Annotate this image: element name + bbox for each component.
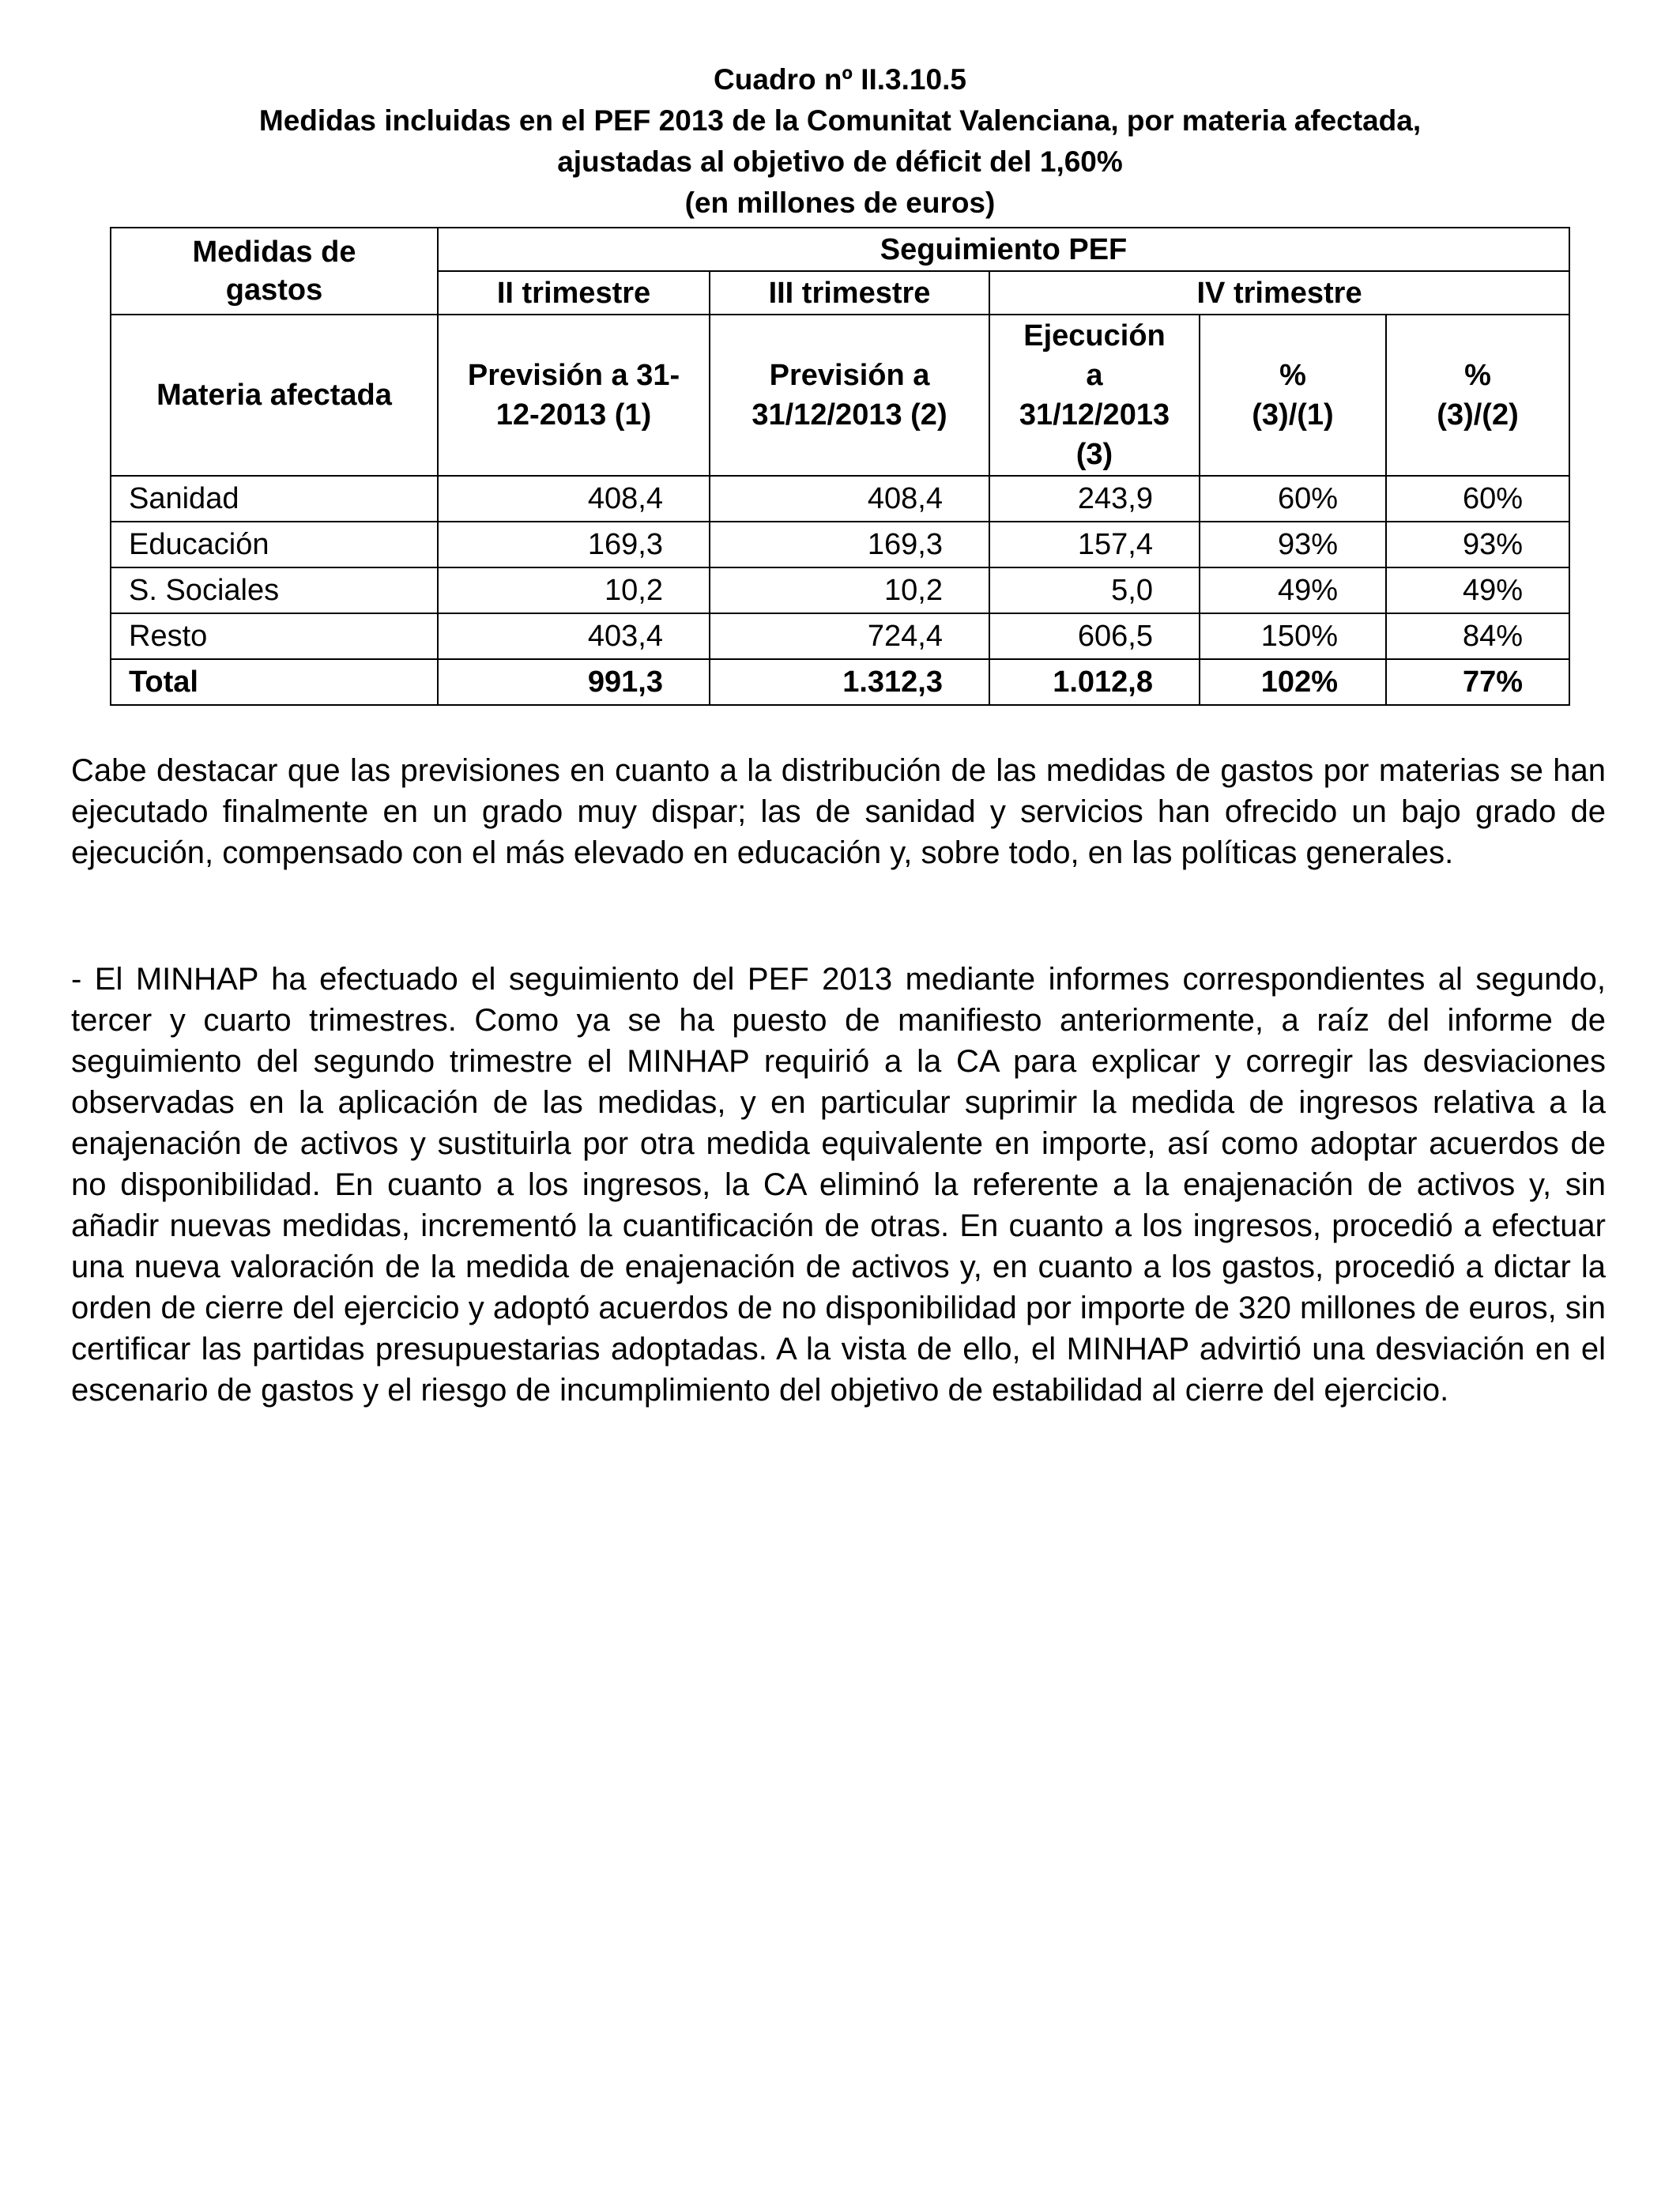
cell-prevision-2: 724,4	[710, 613, 989, 659]
header-prevision-1	[438, 315, 710, 476]
header-prevision-2-line2: 31/12/2013 (2)	[751, 398, 947, 432]
cell-prevision-1: 403,4	[438, 613, 710, 659]
cell-prevision-1: 169,3	[438, 522, 710, 567]
header-ejecucion-line1: Ejecución	[1023, 319, 1166, 352]
cell-pct-3-2: 84%	[1386, 613, 1569, 659]
table-row	[111, 522, 1569, 567]
table-caption-title: Cuadro nº II.3.10.5	[714, 63, 966, 96]
cell-ejecucion: 243,9	[989, 476, 1200, 522]
row-label: Sanidad	[111, 476, 438, 522]
table-caption-units: (en millones de euros)	[684, 187, 996, 219]
table-row	[111, 567, 1569, 613]
header-medidas-line1: Medidas de	[192, 236, 356, 269]
header-prevision-1-line1: Previsión a 31-	[467, 359, 680, 392]
table-caption-subtitle-2: ajustadas al objetivo de déficit del 1,60%	[557, 145, 1123, 178]
cell-prevision-2: 10,2	[710, 567, 989, 613]
header-ejecucion	[989, 315, 1200, 476]
cell-prevision-2: 169,3	[710, 522, 989, 567]
header-medidas-line2: gastos	[225, 273, 323, 307]
measures-table	[110, 227, 1570, 706]
header-pct-3-2	[1386, 315, 1569, 476]
header-ejecucion-line4: (3)	[1075, 438, 1113, 471]
table-row	[111, 476, 1569, 522]
header-pct-3-2-line1: %	[1464, 359, 1491, 392]
body-paragraph-2: - El MINHAP ha efectuado el seguimiento del PEF 2013 mediante informes correspondientes al segundo, tercer y cuarto trimestres. Como ya se ha puesto de manifiesto anteriormente, a raíz del informe de seguimiento del segundo trimestre el MINHAP requirió a la CA para explicar y corregir las desviaciones observadas en la aplicación de las medidas, y en particular suprimir la medida de ingresos relativa a la enajenación de activos y sustituirla por otra medida equivalente en importe, así como adoptar acuerdos de no disponibilidad. En cuanto a los ingresos, la CA eliminó la referente a la enajenación de activos y, sin añadir nuevas medidas, incrementó la cuantificación de otras. En cuanto a los ingresos, procedió a efectuar una nueva valoración de la medida de enajenación de activos y, en cuanto a los gastos, procedió a dictar la orden de cierre del ejercicio y adoptó acuerdos de no disponibilidad por importe de 320 millones de euros, sin certificar las partidas presupuestarias adoptadas. A la vista de ello, el MINHAP advirtió una desviación en el escenario de gastos y el riesgo de incumplimiento del objetivo de estabilidad al cierre del ejercicio.	[71, 962, 1606, 1408]
header-pct-3-2-line2: (3)/(2)	[1437, 398, 1519, 432]
header-pct-3-1	[1200, 315, 1386, 476]
row-label: Educación	[111, 522, 438, 567]
cell-pct-3-2: 60%	[1386, 476, 1569, 522]
total-pct-3-1: 102%	[1200, 659, 1386, 705]
total-prevision-1: 991,3	[438, 659, 710, 705]
header-q4: IV trimestre	[989, 271, 1569, 315]
header-pct-3-1-line1: %	[1279, 359, 1306, 392]
total-label: Total	[111, 659, 438, 705]
table-caption-subtitle: Medidas incluidas en el PEF 2013 de la Comunitat Valenciana, por materia afectada,	[258, 104, 1422, 137]
total-prevision-2: 1.312,3	[710, 659, 989, 705]
header-seguimiento-pef: Seguimiento PEF	[438, 228, 1569, 271]
cell-prevision-2: 408,4	[710, 476, 989, 522]
cell-pct-3-1: 93%	[1200, 522, 1386, 567]
header-medidas-gastos	[111, 228, 438, 315]
header-prevision-1-line2: 12-2013 (1)	[495, 398, 652, 432]
header-q2: II trimestre	[438, 271, 710, 315]
cell-pct-3-1: 49%	[1200, 567, 1386, 613]
cell-pct-3-1: 150%	[1200, 613, 1386, 659]
cell-pct-3-2: 49%	[1386, 567, 1569, 613]
row-label: S. Sociales	[111, 567, 438, 613]
cell-pct-3-2: 93%	[1386, 522, 1569, 567]
total-ejecucion: 1.012,8	[989, 659, 1200, 705]
header-ejecucion-line3: 31/12/2013	[1019, 398, 1170, 432]
cell-prevision-1: 10,2	[438, 567, 710, 613]
header-prevision-2-line1: Previsión a	[769, 359, 930, 392]
header-pct-3-1-line2: (3)/(1)	[1252, 398, 1334, 432]
header-prevision-2	[710, 315, 989, 476]
cell-pct-3-1: 60%	[1200, 476, 1386, 522]
table-total-row	[111, 659, 1569, 705]
header-q3: III trimestre	[710, 271, 989, 315]
header-materia-afectada: Materia afectada	[111, 315, 438, 476]
cell-prevision-1: 408,4	[438, 476, 710, 522]
row-label: Resto	[111, 613, 438, 659]
table-row	[111, 613, 1569, 659]
cell-ejecucion: 606,5	[989, 613, 1200, 659]
body-paragraph-1: Cabe destacar que las previsiones en cuanto a la distribución de las medidas de gastos por materias se han ejecutado finalmente en un grado muy dispar; las de sanidad y servicios han ofrecido un bajo grado de ejecución, compensado con el más elevado en educación y, sobre todo, en las políticas generales.	[71, 753, 1606, 870]
total-pct-3-2: 77%	[1386, 659, 1569, 705]
cell-ejecucion: 157,4	[989, 522, 1200, 567]
cell-ejecucion: 5,0	[989, 567, 1200, 613]
header-ejecucion-line2: a	[1086, 359, 1103, 392]
